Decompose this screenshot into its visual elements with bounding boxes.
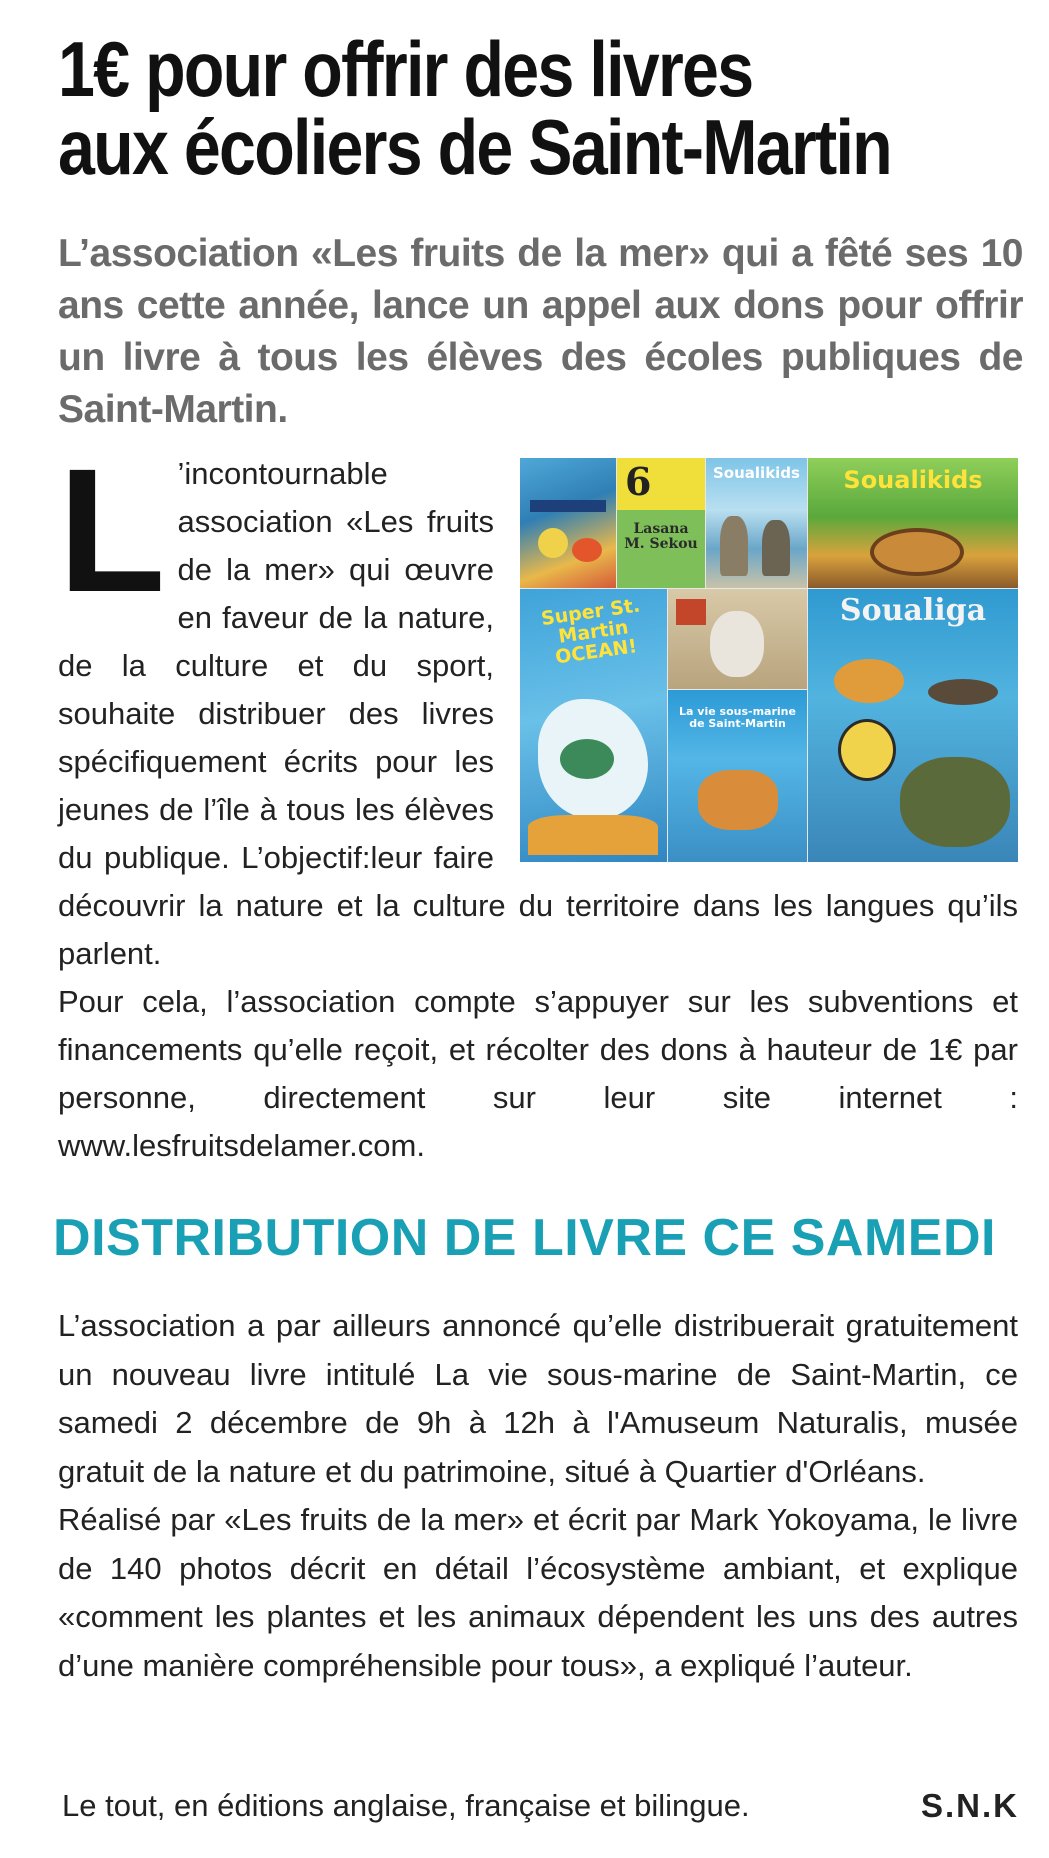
book-covers-photo [520, 458, 1018, 862]
article-title [58, 25, 891, 191]
paragraph-3: L’association a par ailleurs annoncé qu’elle distribuerait gratuitement un nouveau livre intitulé La vie sous-marine de Saint-Martin, ce samedi 2 décembre de 9h à 12h à l'Amuseum Naturalis, musée gratuit de la nature et du patrimoine, situé à Quartier d'Orléans. [58, 1308, 1018, 1489]
cover-ocean-title: Super St. Martin OCEAN! [539, 594, 642, 669]
article-lead: L’association «Les fruits de la mer» qui a fêté ses 10 ans cette année, lance un appel aux dons pour offrir un livre à tous les élèves des écoles publiques de Saint-Martin. [58, 232, 1023, 431]
cover-vie-sous-marine-title: La vie sous-marine de Saint-Martin [679, 705, 796, 730]
cover-soualiga [808, 589, 1018, 862]
drop-cap: L [58, 433, 166, 629]
paragraph-1: ’incontournable association «Les fruits de la mer» qui œuvre en faveur de la nature, de la culture et du sport, souhaite distribuer des livres spécifiquement écrits pour les jeunes de l’île à tous les élèves du publique. L’objectif:leur faire découvrir la nature et la culture du territoire dans les langues qu’ils parlent. [58, 456, 1018, 971]
paragraph-2: Pour cela, l’association compte s’appuyer sur les subventions et financements qu’elle reçoit, et récolter des dons à hauteur de 1€ par personne, directement sur leur site internet : www.lesfruitsdelamer.com. [58, 984, 1018, 1163]
cover-soualikids-2 [808, 458, 1018, 588]
closing-line: Le tout, en éditions anglaise, française et bilingue. [62, 1788, 750, 1823]
cover-nature-book [520, 458, 616, 588]
section-heading: DISTRIBUTION DE LIVRE CE SAMEDI [53, 1209, 996, 1267]
cover-vie-sous-marine [668, 690, 807, 862]
title-line-2: aux écoliers de Saint-Martin [58, 103, 891, 191]
cover-poems-number: 6 [625, 459, 652, 504]
cover-soualikids-2-title: Soualikids [843, 466, 983, 494]
cover-soualikids-1 [706, 458, 807, 588]
article-body-2 [58, 1302, 1018, 1690]
article-body [58, 433, 1018, 1170]
title-line-1: 1€ pour offrir des livres [58, 25, 753, 113]
paragraph-4: Réalisé par «Les fruits de la mer» et écrit par Mark Yokoyama, le livre de 140 photos décrit en détail l’écosystème ambiant, et explique «comment les plantes et les animaux dépendent les uns des autres d’une manière compréhensible pour tous», a expliqué l’auteur. [58, 1502, 1018, 1683]
cover-poems-book [617, 458, 705, 588]
cover-poems-author: Lasana M. Sekou [624, 521, 698, 552]
cover-author-photo [668, 589, 807, 689]
cover-ocean-book [520, 589, 667, 862]
cover-soualikids-1-title: Soualikids [713, 464, 800, 482]
author-signature: S.N.K [920, 1787, 1019, 1824]
cover-soualiga-title: Soualiga [839, 593, 987, 628]
